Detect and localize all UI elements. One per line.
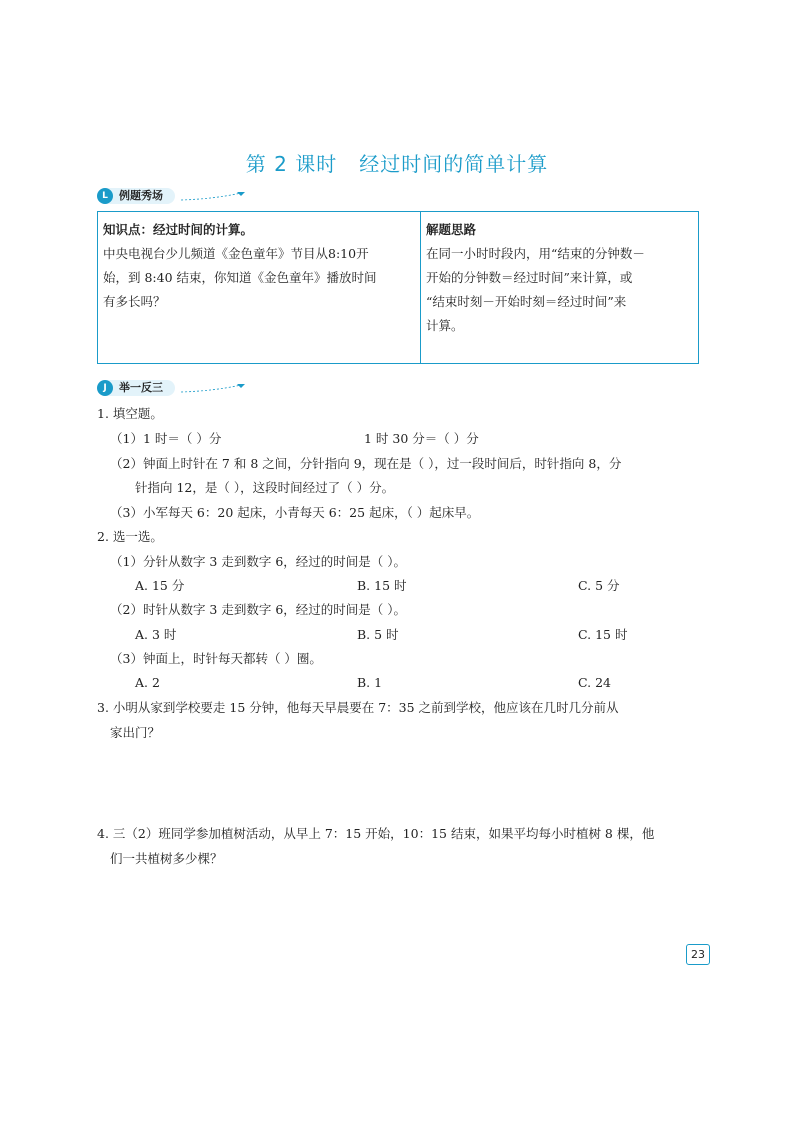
option-c: C. 5 分 [578, 578, 620, 593]
option-b: B. 5 时 [357, 627, 399, 642]
question-2-sub-3: （3）钟面上，时针每天都转（ ）圈。 [110, 651, 322, 666]
question-2-sub-2: （2）时针从数字 3 走到数字 6，经过的时间是（ ）。 [110, 602, 407, 617]
option-a: A. 2 [135, 675, 160, 690]
knowledge-line: 中央电视台少儿频道《金色童年》节目从8:10开 [103, 246, 369, 261]
question-1-part-1b: 1 时 30 分＝（ ）分 [364, 431, 479, 446]
page-title [0, 148, 794, 177]
solution-line: 在同一小时时段内，用“结束的分钟数－ [426, 246, 645, 261]
section-label: 例题秀场 [107, 188, 175, 204]
question-1-part-1a: （1）1 时＝（ ）分 [110, 431, 222, 446]
option-c: C. 24 [578, 675, 611, 690]
example-box [97, 211, 699, 364]
lesson-topic: 经过时间的简单计算 [359, 152, 549, 176]
swoosh-decoration-icon [179, 190, 249, 202]
question-2-sub-1: （1）分针从数字 3 走到数字 6，经过的时间是（ ）。 [110, 554, 407, 569]
box-divider [420, 212, 421, 363]
question-1-part-3: （3）小军每天 6：20 起床，小青每天 6：25 起床，（ ）起床早。 [110, 505, 480, 520]
section-tag-practice [97, 379, 249, 397]
option-b: B. 1 [357, 675, 383, 690]
page-number: 23 [686, 944, 710, 965]
section-badge: J [97, 380, 113, 396]
knowledge-heading: 知识点：经过时间的计算。 [103, 222, 254, 237]
knowledge-cell [103, 218, 417, 314]
knowledge-line: 始，到 8:40 结束，你知道《金色童年》播放时间 [103, 270, 377, 285]
section-label: 举一反三 [107, 380, 175, 396]
question-1-title: 1. 填空题。 [97, 406, 163, 421]
section-tag-examples [97, 187, 249, 205]
option-c: C. 15 时 [578, 627, 628, 642]
solution-heading: 解题思路 [426, 222, 477, 237]
question-1-part-2a: （2）钟面上时针在 7 和 8 之间，分针指向 9，现在是（ ），过一段时间后，时针指向 8，分 [110, 456, 622, 471]
question-4-line-1: 4. 三（2）班同学参加植树活动，从早上 7：15 开始，10：15 结束，如果平均每小时植树 8 棵，他 [97, 826, 655, 841]
option-a: A. 3 时 [135, 627, 177, 642]
solution-line: 计算。 [426, 318, 464, 333]
question-3-line-1: 3. 小明从家到学校要走 15 分钟，他每天早晨要在 7：35 之前到学校，他应该在几时几分前从 [97, 700, 619, 715]
option-a: A. 15 分 [135, 578, 185, 593]
solution-line: 开始的分钟数＝经过时间”来计算，或 [426, 270, 633, 285]
lesson-number: 第 2 课时 [245, 152, 338, 176]
question-1-part-2b: 针指向 12，是（ ），这段时间经过了（ ）分。 [135, 480, 395, 495]
question-3-line-2: 家出门？ [110, 725, 161, 740]
question-4-line-2: 们一共植树多少棵？ [110, 851, 223, 866]
question-2-title: 2. 选一选。 [97, 529, 163, 544]
solution-line: “结束时刻－开始时刻＝经过时间”来 [426, 294, 627, 309]
section-badge: L [97, 188, 113, 204]
solution-cell [426, 218, 696, 338]
option-b: B. 15 时 [357, 578, 407, 593]
swoosh-decoration-icon [179, 382, 249, 394]
knowledge-line: 有多长吗？ [103, 294, 166, 309]
